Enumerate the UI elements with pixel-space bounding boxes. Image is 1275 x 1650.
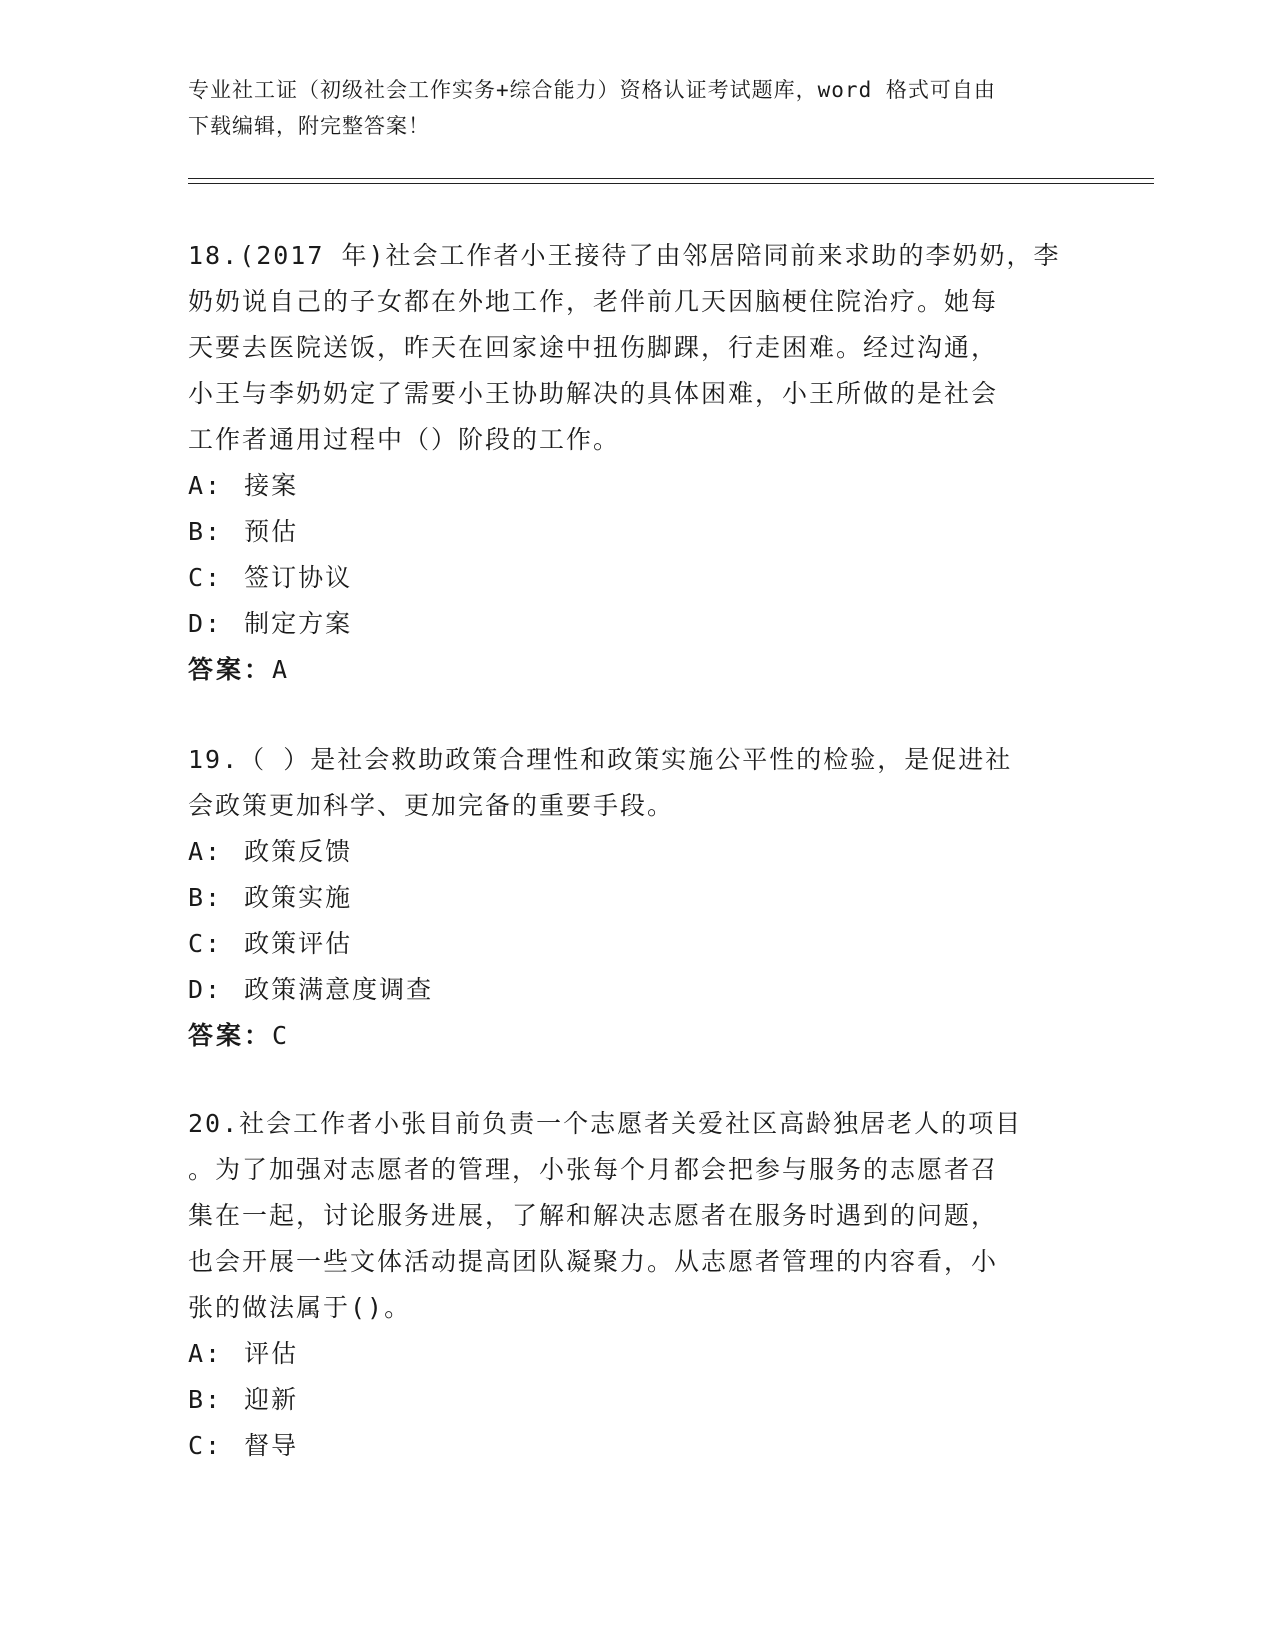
option-b xyxy=(188,509,1088,555)
option-key: C: xyxy=(188,563,223,592)
option-key: D: xyxy=(188,609,223,638)
header-divider-top xyxy=(188,178,1154,179)
answer-value: C xyxy=(272,1021,290,1050)
option-text: 迎新 xyxy=(244,1385,299,1414)
question-18 xyxy=(188,233,1088,693)
option-key: C: xyxy=(188,929,223,958)
answer xyxy=(188,1013,1088,1059)
question-stem xyxy=(188,233,1088,463)
option-key: A: xyxy=(188,837,223,866)
option-key: B: xyxy=(188,517,223,546)
option-a xyxy=(188,1331,1088,1377)
stem-line: 。为了加强对志愿者的管理，小张每个月都会把参与服务的志愿者召 xyxy=(188,1155,999,1184)
stem-line: 工作者通用过程中（）阶段的工作。 xyxy=(188,425,621,454)
option-text: 签订协议 xyxy=(244,563,353,592)
option-key: C: xyxy=(188,1431,223,1460)
question-20 xyxy=(188,1101,1088,1469)
option-key: B: xyxy=(188,883,223,912)
option-c xyxy=(188,555,1088,601)
stem-line: 奶奶说自己的子女都在外地工作，老伴前几天因脑梗住院治疗。她每 xyxy=(188,287,999,316)
answer xyxy=(188,647,1088,693)
document-header xyxy=(188,72,1088,144)
stem-line: 集在一起，讨论服务进展，了解和解决志愿者在服务时遇到的问题， xyxy=(188,1201,999,1230)
stem-line: 天要去医院送饭，昨天在回家途中扭伤脚踝，行走困难。经过沟通， xyxy=(188,333,999,362)
option-text: 政策满意度调查 xyxy=(244,975,434,1004)
option-text: 预估 xyxy=(244,517,299,546)
header-line-2: 下载编辑，附完整答案！ xyxy=(188,114,430,138)
option-d xyxy=(188,601,1088,647)
option-text: 制定方案 xyxy=(244,609,353,638)
answer-label: 答案： xyxy=(188,1021,273,1050)
option-text: 督导 xyxy=(244,1431,299,1460)
option-key: D: xyxy=(188,975,223,1004)
option-text: 政策实施 xyxy=(244,883,353,912)
stem-line: 18.(2017 年)社会工作者小王接待了由邻居陪同前来求助的李奶奶，李 xyxy=(188,241,1061,270)
option-c xyxy=(188,1423,1088,1469)
option-b xyxy=(188,875,1088,921)
option-b xyxy=(188,1377,1088,1423)
header-line-1: 专业社工证（初级社会工作实务+综合能力）资格认证考试题库，word 格式可自由 xyxy=(188,78,996,102)
question-stem xyxy=(188,1101,1088,1331)
answer-label: 答案： xyxy=(188,655,273,684)
option-text: 接案 xyxy=(244,471,299,500)
option-key: A: xyxy=(188,471,223,500)
option-a xyxy=(188,829,1088,875)
question-19 xyxy=(188,737,1088,1059)
stem-line: 小王与李奶奶定了需要小王协助解决的具体困难，小王所做的是社会 xyxy=(188,379,999,408)
option-c xyxy=(188,921,1088,967)
option-key: B: xyxy=(188,1385,223,1414)
stem-line: 19.（ ）是社会救助政策合理性和政策实施公平性的检验，是促进社 xyxy=(188,745,1013,774)
option-text: 政策评估 xyxy=(244,929,353,958)
question-stem xyxy=(188,737,1088,829)
header-divider-bottom xyxy=(188,183,1154,184)
stem-line: 也会开展一些文体活动提高团队凝聚力。从志愿者管理的内容看，小 xyxy=(188,1247,999,1276)
stem-line: 20.社会工作者小张目前负责一个志愿者关爱社区高龄独居老人的项目 xyxy=(188,1109,1023,1138)
option-text: 政策反馈 xyxy=(244,837,353,866)
option-d xyxy=(188,967,1088,1013)
stem-line: 张的做法属于()。 xyxy=(188,1293,412,1322)
stem-line: 会政策更加科学、更加完备的重要手段。 xyxy=(188,791,675,820)
option-text: 评估 xyxy=(244,1339,299,1368)
option-key: A: xyxy=(188,1339,223,1368)
answer-value: A xyxy=(272,655,290,684)
option-a xyxy=(188,463,1088,509)
